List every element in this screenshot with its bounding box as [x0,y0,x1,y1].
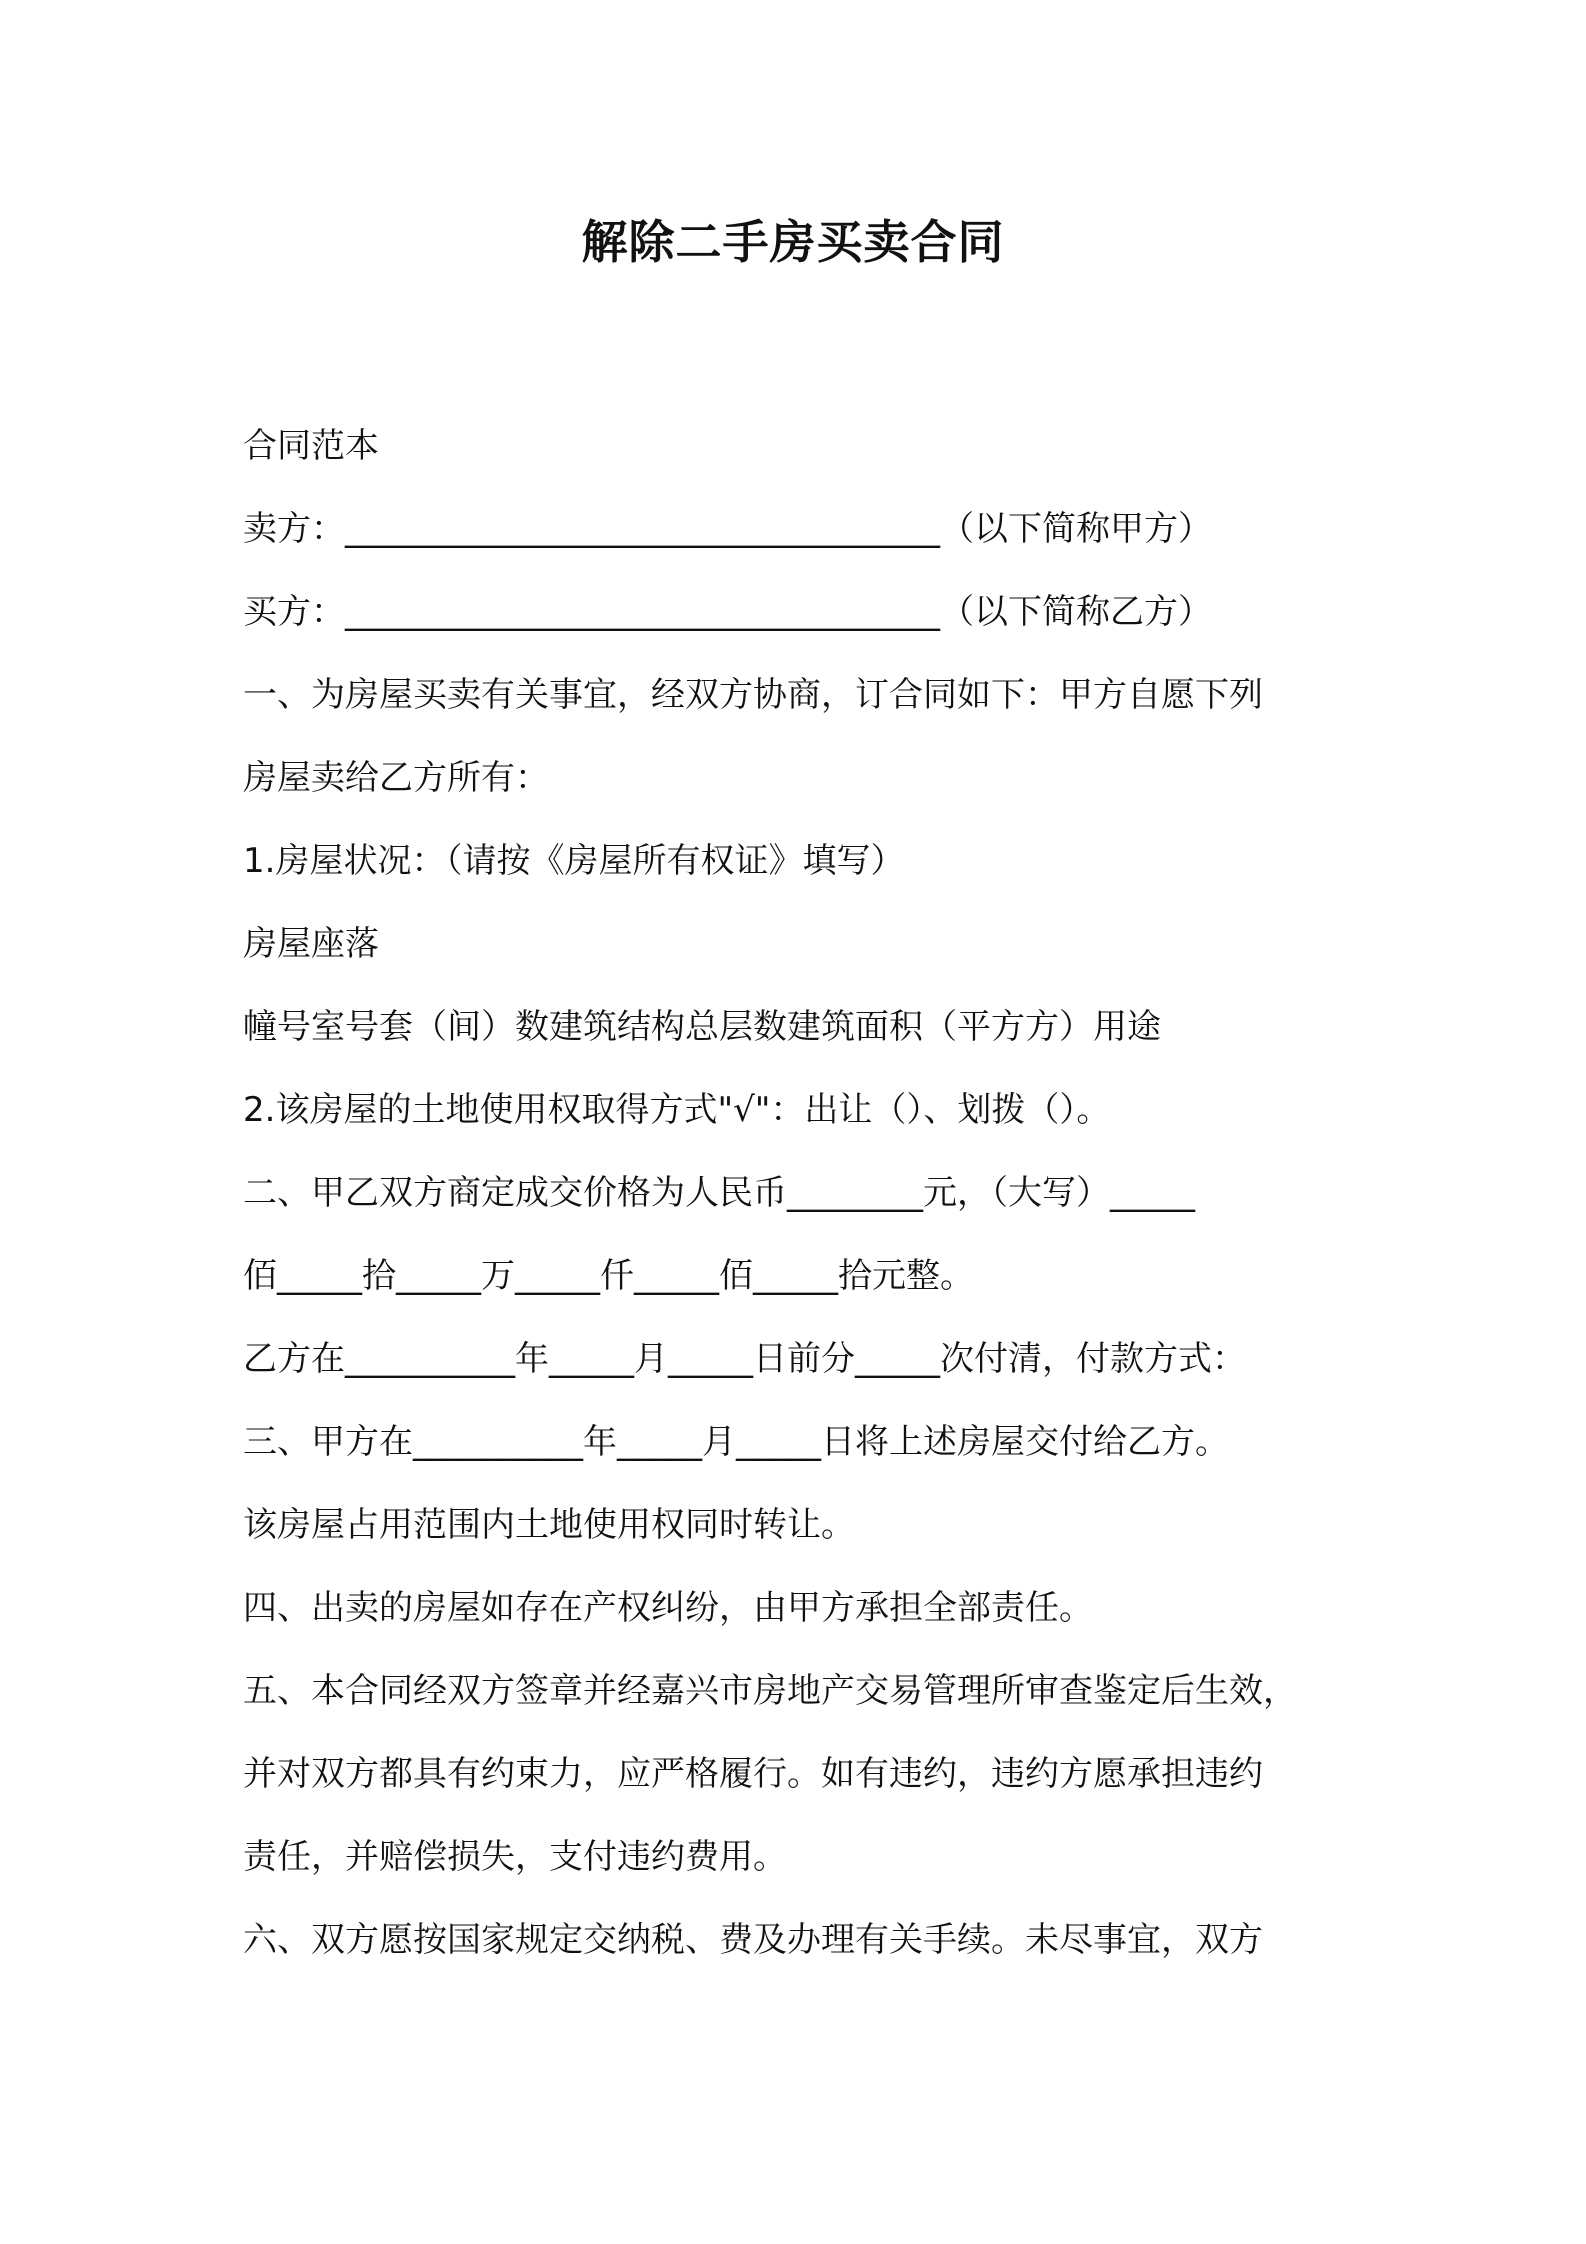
doc-line-clause-2-amount: 佰_____拾_____万_____仟_____佰_____拾元整。 [243,1256,974,1296]
doc-line-clause-6: 六、双方愿按国家规定交纳税、费及办理有关手续。未尽事宜，双方 [243,1920,1263,1960]
doc-line-clause-1-cont: 房屋卖给乙方所有： [243,758,549,798]
doc-line-seller: 卖方：___________________________________（以下简称甲方） [243,509,1212,549]
doc-line-clause-5-end: 责任，并赔偿损失，支付违约费用。 [243,1837,787,1877]
doc-line-contract-template: 合同范本 [243,426,379,466]
doc-line-house-status: 1.房屋状况：（请按《房屋所有权证》填写） [243,841,905,881]
document-title: 解除二手房买卖合同 [581,215,1005,269]
doc-line-clause-3-cont: 该房屋占用范围内土地使用权同时转让。 [243,1505,855,1545]
doc-line-land-use-right: 2.该房屋的土地使用权取得方式"√"：出让（）、划拨（）。 [243,1090,1111,1130]
doc-line-house-details: 幢号室号套（间）数建筑结构总层数建筑面积（平方方）用途 [243,1007,1161,1047]
doc-line-clause-4: 四、出卖的房屋如存在产权纠纷，由甲方承担全部责任。 [243,1588,1093,1628]
document-body [243,405,1403,1982]
doc-line-clause-5: 五、本合同经双方签章并经嘉兴市房地产交易管理所审查鉴定后生效， [243,1671,1297,1711]
doc-line-clause-3: 三、甲方在__________年_____月_____日将上述房屋交付给乙方。 [243,1422,1229,1462]
doc-line-clause-5-cont: 并对双方都具有约束力，应严格履行。如有违约，违约方愿承担违约 [243,1754,1263,1794]
doc-line-buyer: 买方：___________________________________（以下简称乙方） [243,592,1212,632]
doc-line-house-location: 房屋座落 [243,924,379,964]
doc-line-payment: 乙方在__________年_____月_____日前分_____次付清，付款方式： [243,1339,1246,1379]
doc-line-clause-1: 一、为房屋买卖有关事宜，经双方协商，订合同如下：甲方自愿下列 [243,675,1263,715]
doc-line-clause-2: 二、甲乙双方商定成交价格为人民币________元，（大写）_____ [243,1173,1195,1213]
